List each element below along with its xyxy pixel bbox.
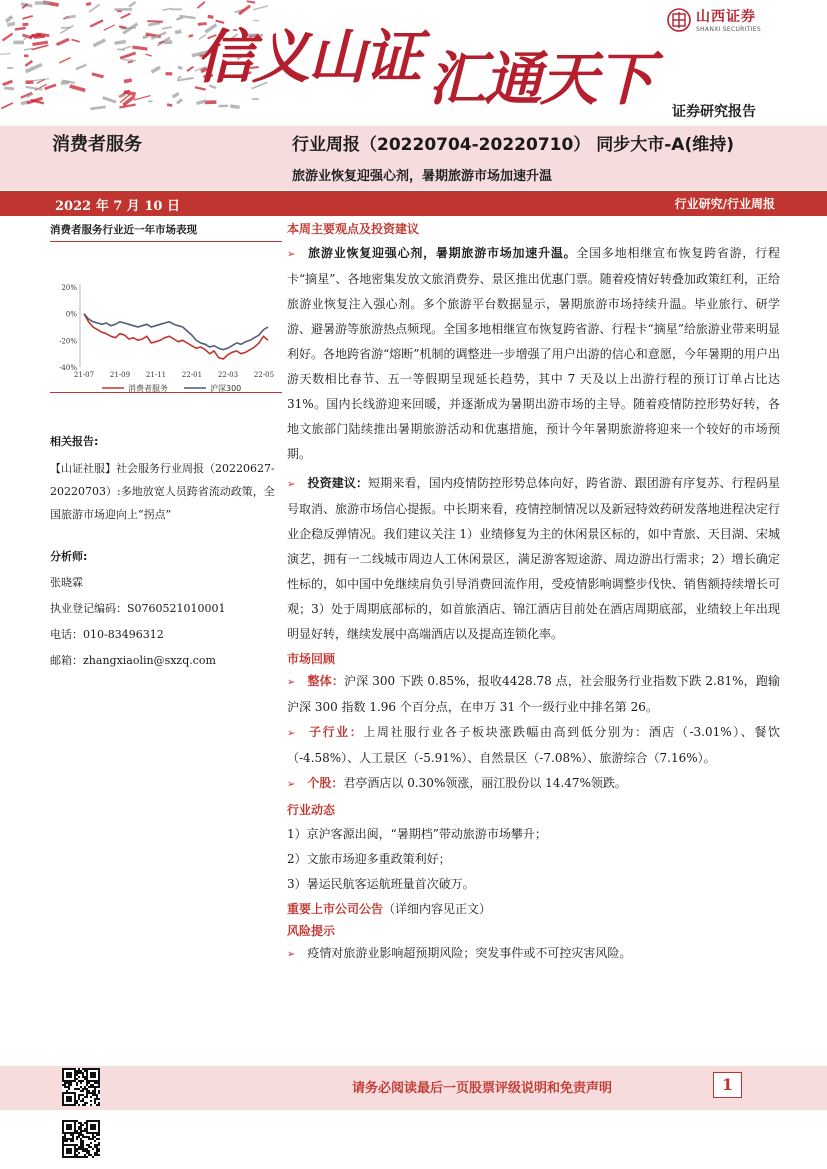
confetti-stripe: [25, 80, 33, 84]
news-item: 1）京沪客源出闽，“暑期档”带动旅游市场攀升；: [287, 827, 547, 841]
market-subsector: [287, 720, 780, 771]
confetti-stripe: [172, 92, 180, 98]
confetti-stripe: [252, 98, 259, 100]
confetti-stripe: [90, 105, 106, 110]
brand-name-en: SHANXI SECURITIES: [696, 26, 761, 33]
confetti-stripe: [75, 64, 87, 71]
paragraph-tourism-recovery: [287, 241, 780, 467]
news-item: 2）文旅市场迎多重政策利好；: [287, 852, 451, 866]
market-subsector-text: 上周社服行业各子板块涨跌幅由高到低分别为：酒店（-3.01%）、餐饮（-4.58%）、人工景区（-5.91%）、自然景区（-7.08%）、旅游综合（7.16%）。: [287, 725, 780, 765]
slogan-part1: 信义山证: [196, 23, 421, 91]
report-header: [0, 0, 827, 128]
confetti-stripe: [35, 1, 49, 5]
x-tick-label: 22-03: [217, 371, 239, 379]
confetti-stripe: [2, 80, 13, 86]
confetti-stripe: [124, 78, 132, 83]
logo-mark-icon: [667, 8, 691, 32]
paragraph-investment-advice: [287, 471, 780, 647]
confetti-stripe: [7, 22, 15, 27]
confetti-stripe: [165, 72, 172, 75]
section-heading-industry-news: 行业动态: [287, 803, 336, 817]
paragraph-text: 短期来看，国内疫情防控形势总体向好，跨省游、跟团游有序复苏、行程码星号取消、旅游市场信心提振。中长期来看，疫情控制情况以及新冠特效药研发落地进程决定行业企稳反弹情况。我们建议关注 1）业绩修复为主的休闲景区标的，如中青旅、天目湖、宋城演艺，拥有一二线城市周边人工休闲景区，满足游客短途游、周边游出行需求；2）增长确定性标的，如中国中免继续肩负引导消费回流作用，受疫情影响调整步伐快、销售额持续增长可观；3）处于周期底部标的，如首旅酒店、锦江酒店目前处在酒店周期底部，业绩较上年出现明显好转，继续发展中高端酒店以及提高连锁化率。: [287, 476, 780, 641]
analyst-license: 执业登记编码：S0760521010001: [50, 602, 226, 615]
slogan-part2: 汇通天下: [428, 45, 653, 113]
brand-logo: [667, 6, 761, 33]
news-item: 3）暑运民航客运航班量首次破万。: [287, 877, 475, 891]
bullet-arrow-icon: ➢: [287, 949, 296, 960]
confetti-stripe: [4, 86, 14, 90]
slogan: [196, 10, 653, 113]
confetti-stripe: [93, 38, 106, 47]
section-heading-risk: 风险提示: [287, 924, 336, 938]
main-content: [287, 219, 780, 967]
confetti-stripe: [114, 8, 132, 11]
performance-chart-svg: [50, 242, 282, 392]
confetti-stripe: [122, 46, 131, 50]
confetti-stripe: [147, 20, 163, 23]
risk-item: [287, 941, 780, 967]
divider: [50, 392, 282, 393]
market-stocks: [287, 771, 780, 797]
confetti-stripe: [247, 0, 256, 3]
confetti-stripe: [60, 25, 74, 34]
section-heading-views: 本周主要观点及投资建议: [287, 222, 420, 236]
y-tick-label: -40%: [59, 364, 77, 372]
analyst-name: 张晓霖: [50, 576, 83, 589]
confetti-stripe: [13, 41, 24, 45]
confetti-stripe: [145, 54, 152, 57]
y-tick-label: 0%: [65, 310, 77, 319]
confetti-stripe: [90, 19, 104, 27]
market-stocks-text: 君亭酒店以 0.30%领涨，丽江股份以 14.47%领跌。: [343, 776, 627, 790]
related-report-link[interactable]: 【山证社服】社会服务行业周报（20220627-20220703）:多地放宽人员跨省流动政策，全国旅游市场迎向上“拐点”: [50, 462, 275, 521]
market-overall-lead: 整体：: [307, 674, 344, 688]
confetti-stripe: [91, 72, 103, 78]
confetti-stripe: [128, 1, 136, 8]
confetti-stripe: [132, 45, 148, 50]
market-stocks-lead: 个股：: [307, 776, 344, 790]
report-type: 证券研究报告: [672, 104, 756, 120]
confetti-stripe: [103, 24, 115, 31]
announcements-title: 重要上市公司公告: [287, 902, 384, 916]
x-tick-label: 21-07: [73, 371, 95, 379]
confetti-stripe: [65, 15, 76, 19]
x-tick-label: 21-09: [109, 371, 131, 379]
confetti-stripe: [22, 15, 33, 20]
confetti-stripe: [1, 102, 13, 109]
report-subtitle: 旅游业恢复迎强心剂，暑期旅游市场加速升温: [292, 169, 553, 184]
confetti-stripe: [120, 13, 131, 19]
confetti-stripe: [177, 76, 182, 80]
chart-title: 消费者服务行业近一年市场表现: [50, 218, 282, 242]
legend-label: 沪深300: [210, 384, 242, 392]
section-heading-announcements: [287, 899, 780, 919]
confetti-stripe: [162, 26, 172, 29]
footer-disclaimer: 请务必阅读最后一页股票评级说明和免责声明: [352, 1081, 613, 1096]
confetti-stripe: [186, 66, 194, 72]
bullet-arrow-icon: ➢: [287, 677, 296, 688]
confetti-stripe: [197, 1, 206, 9]
confetti-stripe: [176, 98, 183, 105]
market-overall-text: 沪深 300 下跌 0.85%，报收4428.78 点，社会服务行业指数下跌 2.81%，跑输沪深 300 指数 1.96 个百分点，在申万 31 个一级行业中排名第 26。: [287, 674, 780, 714]
report-date: 2022 年 7 月 10 日: [55, 199, 180, 214]
bullet-arrow-icon: ➢: [287, 249, 296, 260]
qr-code-icon: [62, 1068, 100, 1106]
qr-code-icon: [62, 1120, 100, 1158]
confetti-stripe: [177, 65, 182, 70]
confetti-stripe: [230, 104, 240, 109]
confetti-stripe: [162, 8, 172, 11]
sector-name: 消费者服务: [52, 134, 142, 155]
confetti-stripe: [114, 40, 126, 45]
section-heading-market-review: 市场回顾: [287, 652, 336, 666]
legend-label: 消费者服务: [128, 384, 168, 392]
confetti-stripe: [2, 33, 13, 42]
confetti-stripe: [148, 100, 152, 102]
x-tick-label: 21-11: [145, 371, 167, 379]
confetti-stripe: [22, 23, 28, 26]
confetti-stripe: [15, 27, 26, 31]
analyst-email[interactable]: 邮箱：zhangxiaolin@sxzq.com: [50, 654, 216, 667]
x-tick-label: 22-01: [181, 371, 203, 379]
confetti-stripe: [5, 15, 14, 23]
y-tick-label: -20%: [59, 337, 77, 346]
bullet-arrow-icon: ➢: [287, 779, 296, 790]
left-sidebar: [50, 218, 282, 674]
report-category: 行业研究/行业周报: [674, 197, 775, 211]
confetti-stripe: [56, 38, 70, 46]
page-number: 1: [713, 1072, 742, 1098]
confetti-stripe: [188, 34, 193, 37]
paragraph-lead: 投资建议：: [307, 476, 369, 490]
confetti-stripe: [164, 40, 172, 44]
confetti-stripe: [102, 96, 116, 103]
paragraph-lead: 旅游业恢复迎强心剂，暑期旅游市场加速升温。: [307, 246, 577, 260]
x-tick-label: 22-05: [253, 371, 275, 379]
confetti-stripe: [0, 53, 10, 55]
confetti-stripe: [25, 60, 33, 67]
confetti-stripe: [167, 103, 173, 107]
brand-name-cn: 山西证券: [696, 9, 756, 25]
series-line: [84, 314, 268, 359]
analyst-phone: 电话：010-83496312: [50, 628, 164, 641]
confetti-stripe: [86, 2, 91, 6]
paragraph-text: 全国多地相继宣布恢复跨省游，行程卡“摘星”、各地密集发放文旅消费券、景区推出优惠门票。随着疫情好转叠加政策红利，正给旅游业恢复注入强心剂。多个旅游平台数据显示，暑期旅游市场持续升温。毕业旅行、研学游、避暑游等旅游热点频现。全国多地相继宣布恢复跨省游、行程卡“摘星”给旅游业带来明显利好。各地跨省游“熔断”机制的调整进一步增强了用户出游的信心和意愿，今年暑期的用户出游天数相比春节、五一等假期呈现延长趋势，其中 7 天及以上出游行程的预订订单占比达 31%。国内长线游迎来回暖，并逐渐成为暑期出游市场的主导。随着疫情防控形势好转，各地文旅部门陆续推出暑期旅游活动和优惠措施，预计今年暑期旅游将迎来一个较好的市场预期。: [287, 246, 780, 461]
market-subsector-lead: 子行业：: [307, 725, 364, 739]
confetti-stripe: [175, 29, 182, 34]
bullet-arrow-icon: ➢: [287, 479, 296, 490]
confetti-stripe: [120, 52, 137, 60]
confetti-stripe: [218, 105, 228, 108]
report-title: 行业周报（20220704-20220710） 同步大市-A(维持): [292, 135, 734, 155]
announcements-note: （详细内容见正文）: [383, 902, 492, 916]
confetti-stripe: [119, 103, 136, 108]
analyst-heading: 分析师:: [50, 550, 88, 563]
confetti-stripe: [151, 66, 161, 74]
confetti-stripe: [171, 8, 182, 10]
risk-text: 疫情对旅游业影响超预期风险；突发事件或不可控灾害风险。: [307, 946, 632, 960]
related-reports-heading: 相关报告:: [50, 435, 99, 448]
bullet-arrow-icon: ➢: [287, 728, 296, 739]
series-line: [84, 314, 268, 350]
confetti-stripe: [133, 95, 150, 101]
confetti-stripe: [71, 39, 80, 43]
confetti-stripe: [69, 84, 85, 92]
y-tick-label: 20%: [61, 284, 77, 292]
confetti-stripe: [25, 86, 42, 91]
confetti-stripe: [24, 54, 29, 57]
market-overall: [287, 669, 780, 720]
performance-chart: [50, 242, 282, 392]
confetti-stripe: [122, 59, 136, 61]
confetti-stripe: [7, 67, 13, 69]
confetti-stripe: [59, 57, 71, 64]
